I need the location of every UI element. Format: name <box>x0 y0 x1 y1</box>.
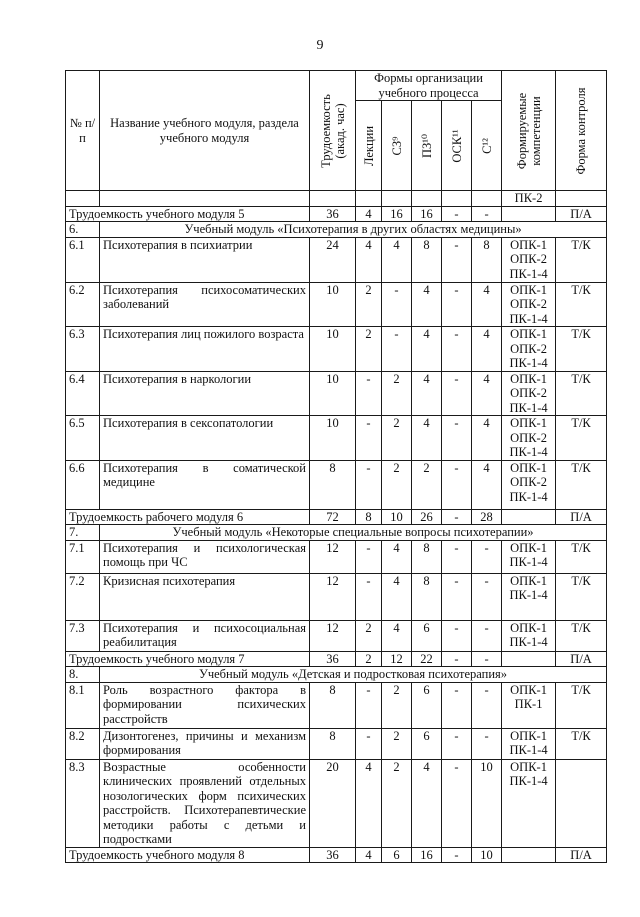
section-lec-cell: 2 <box>356 282 382 327</box>
section-labor-cell: 8 <box>310 728 356 759</box>
section-sz-cell: 2 <box>382 759 412 847</box>
section-osk-cell: - <box>442 327 472 372</box>
header-lectures-text: Лекции <box>361 125 376 166</box>
module-title: Учебный модуль «Психотерапия в других областях медицины» <box>100 222 607 238</box>
carry-row <box>66 191 607 207</box>
section-pz-cell: 6 <box>412 620 442 651</box>
total-osk-cell: - <box>442 509 472 525</box>
section-sz-cell: 4 <box>382 237 412 282</box>
section-osk-cell: - <box>442 682 472 728</box>
total-comp-cell <box>502 847 556 863</box>
section-pz-cell: 8 <box>412 540 442 573</box>
section-competences: ОПК-1 ОПК-2 ПК-1-4 <box>502 237 556 282</box>
header-num <box>66 71 100 191</box>
section-row <box>66 540 607 573</box>
empty-cell <box>556 191 607 207</box>
section-sz-cell: 2 <box>382 416 412 461</box>
total-pz-cell: 16 <box>412 206 442 222</box>
section-name: Психотерапия в соматической медицине <box>100 460 310 509</box>
module-number: 8. <box>66 667 100 683</box>
total-pz-cell: 22 <box>412 651 442 667</box>
section-osk-cell: - <box>442 728 472 759</box>
section-competences: ОПК-1 ПК-1-4 <box>502 620 556 651</box>
header-competences-text: Формируемые компетенции <box>514 92 543 169</box>
section-control: Т/К <box>556 573 607 620</box>
total-s-cell: 28 <box>472 509 502 525</box>
section-s-cell: 4 <box>472 460 502 509</box>
section-number: 8.2 <box>66 728 100 759</box>
section-lec-cell: - <box>356 540 382 573</box>
total-sz-cell: 10 <box>382 509 412 525</box>
section-competences: ОПК-1 ПК-1 <box>502 682 556 728</box>
total-s-cell: 10 <box>472 847 502 863</box>
section-number: 8.1 <box>66 682 100 728</box>
curriculum-table <box>65 70 607 863</box>
header-forms-group <box>356 71 502 101</box>
empty-cell <box>382 191 412 207</box>
section-s-cell: - <box>472 573 502 620</box>
section-labor-cell: 10 <box>310 327 356 372</box>
section-s-cell: - <box>472 620 502 651</box>
section-row <box>66 573 607 620</box>
section-name: Психотерапия в наркологии <box>100 371 310 416</box>
section-lec-cell: - <box>356 728 382 759</box>
total-comp-cell <box>502 206 556 222</box>
section-control: Т/К <box>556 327 607 372</box>
section-osk-cell: - <box>442 620 472 651</box>
section-control: Т/К <box>556 282 607 327</box>
section-competences: ОПК-1 ПК-1-4 <box>502 759 556 847</box>
section-s-cell: 4 <box>472 416 502 461</box>
header-osk-text: ОСК¹¹ <box>449 128 464 163</box>
section-s-cell: - <box>472 540 502 573</box>
module-total-row <box>66 847 607 863</box>
section-pz-cell: 4 <box>412 416 442 461</box>
module-total-label: Трудоемкость учебного модуля 7 <box>66 651 310 667</box>
total-sz-cell: 6 <box>382 847 412 863</box>
section-number: 6.6 <box>66 460 100 509</box>
section-labor-cell: 24 <box>310 237 356 282</box>
total-labor-cell: 36 <box>310 847 356 863</box>
header-lectures <box>356 101 382 191</box>
section-lec-cell: 2 <box>356 620 382 651</box>
section-pz-cell: 6 <box>412 682 442 728</box>
section-labor-cell: 10 <box>310 282 356 327</box>
section-s-cell: - <box>472 682 502 728</box>
section-name: Психотерапия психосоматических заболеваний <box>100 282 310 327</box>
section-sz-cell: 4 <box>382 540 412 573</box>
section-control: Т/К <box>556 728 607 759</box>
section-labor-cell: 12 <box>310 573 356 620</box>
section-number: 7.3 <box>66 620 100 651</box>
section-labor-cell: 8 <box>310 460 356 509</box>
module-total-row <box>66 206 607 222</box>
section-control: Т/К <box>556 237 607 282</box>
section-pz-cell: 4 <box>412 759 442 847</box>
module-total-label: Трудоемкость учебного модуля 8 <box>66 847 310 863</box>
section-sz-cell: 4 <box>382 573 412 620</box>
section-name: Роль возрастного фактора в формировании психических расстройств <box>100 682 310 728</box>
empty-cell <box>412 191 442 207</box>
empty-cell <box>310 191 356 207</box>
section-row <box>66 237 607 282</box>
total-lec-cell: 4 <box>356 206 382 222</box>
section-control: Т/К <box>556 540 607 573</box>
competence-cell: ПК-2 <box>502 191 556 207</box>
total-lec-cell: 8 <box>356 509 382 525</box>
section-osk-cell: - <box>442 573 472 620</box>
section-row <box>66 327 607 372</box>
empty-cell <box>100 191 310 207</box>
section-pz-cell: 4 <box>412 282 442 327</box>
section-number: 6.3 <box>66 327 100 372</box>
module-number: 6. <box>66 222 100 238</box>
section-control: Т/К <box>556 620 607 651</box>
header-s <box>472 101 502 191</box>
section-control <box>556 759 607 847</box>
header-sz-text: СЗ⁹ <box>389 136 404 155</box>
section-name: Кризисная психотерапия <box>100 573 310 620</box>
section-lec-cell: - <box>356 371 382 416</box>
section-labor-cell: 8 <box>310 682 356 728</box>
header-forms-group-text: Формы организации учебного процесса <box>374 71 483 100</box>
section-control: Т/К <box>556 371 607 416</box>
section-lec-cell: - <box>356 573 382 620</box>
module-total-row <box>66 509 607 525</box>
header-labor-text: Трудоемкость (акад. час) <box>318 93 347 168</box>
section-sz-cell: 2 <box>382 460 412 509</box>
section-pz-cell: 8 <box>412 573 442 620</box>
empty-cell <box>442 191 472 207</box>
header-competences <box>502 71 556 191</box>
header-labor <box>310 71 356 191</box>
total-lec-cell: 2 <box>356 651 382 667</box>
section-lec-cell: 2 <box>356 327 382 372</box>
section-row <box>66 282 607 327</box>
section-osk-cell: - <box>442 416 472 461</box>
total-sz-cell: 12 <box>382 651 412 667</box>
total-ctrl-cell: П/А <box>556 847 607 863</box>
header-name <box>100 71 310 191</box>
total-lec-cell: 4 <box>356 847 382 863</box>
header-control-text: Форма контроля <box>574 87 589 174</box>
section-lec-cell: - <box>356 682 382 728</box>
section-osk-cell: - <box>442 237 472 282</box>
section-row <box>66 416 607 461</box>
section-sz-cell: - <box>382 282 412 327</box>
section-number: 7.2 <box>66 573 100 620</box>
section-s-cell: 4 <box>472 371 502 416</box>
section-osk-cell: - <box>442 282 472 327</box>
section-lec-cell: 4 <box>356 237 382 282</box>
section-sz-cell: 4 <box>382 620 412 651</box>
section-pz-cell: 4 <box>412 327 442 372</box>
section-s-cell: 8 <box>472 237 502 282</box>
header-pz-text: ПЗ¹⁰ <box>419 133 434 158</box>
empty-cell <box>66 191 100 207</box>
section-control: Т/К <box>556 460 607 509</box>
section-osk-cell: - <box>442 759 472 847</box>
section-sz-cell: 2 <box>382 728 412 759</box>
header-s-text: С¹² <box>479 137 494 154</box>
section-control: Т/К <box>556 682 607 728</box>
total-labor-cell: 36 <box>310 651 356 667</box>
total-ctrl-cell: П/А <box>556 509 607 525</box>
total-pz-cell: 26 <box>412 509 442 525</box>
section-name: Возрастные особенности клинических проявлений отдельных нозологических форм психических расстройств. Психотерапевтические методики работы с детьми и подростками <box>100 759 310 847</box>
section-pz-cell: 8 <box>412 237 442 282</box>
total-ctrl-cell: П/А <box>556 206 607 222</box>
section-competences: ОПК-1 ОПК-2 ПК-1-4 <box>502 371 556 416</box>
section-osk-cell: - <box>442 460 472 509</box>
section-competences: ОПК-1 ОПК-2 ПК-1-4 <box>502 416 556 461</box>
section-number: 8.3 <box>66 759 100 847</box>
header-name-text: Название учебного модуля, раздела учебного модуля <box>110 116 299 145</box>
section-number: 7.1 <box>66 540 100 573</box>
total-osk-cell: - <box>442 847 472 863</box>
total-comp-cell <box>502 651 556 667</box>
section-sz-cell: 2 <box>382 371 412 416</box>
section-sz-cell: 2 <box>382 682 412 728</box>
empty-cell <box>472 191 502 207</box>
section-s-cell: 4 <box>472 282 502 327</box>
section-row <box>66 728 607 759</box>
section-row <box>66 759 607 847</box>
section-name: Психотерапия и психосоциальная реабилитация <box>100 620 310 651</box>
total-ctrl-cell: П/А <box>556 651 607 667</box>
section-lec-cell: 4 <box>356 759 382 847</box>
section-name: Дизонтогенез, причины и механизм формирования <box>100 728 310 759</box>
header-osk <box>442 101 472 191</box>
header-pz <box>412 101 442 191</box>
total-comp-cell <box>502 509 556 525</box>
section-pz-cell: 6 <box>412 728 442 759</box>
section-name: Психотерапия в сексопатологии <box>100 416 310 461</box>
section-competences: ОПК-1 ОПК-2 ПК-1-4 <box>502 460 556 509</box>
section-competences: ОПК-1 ПК-1-4 <box>502 573 556 620</box>
section-lec-cell: - <box>356 460 382 509</box>
section-labor-cell: 12 <box>310 540 356 573</box>
section-competences: ОПК-1 ОПК-2 ПК-1-4 <box>502 327 556 372</box>
section-s-cell: - <box>472 728 502 759</box>
module-title-row <box>66 525 607 541</box>
section-s-cell: 4 <box>472 327 502 372</box>
section-row <box>66 620 607 651</box>
header-sz <box>382 101 412 191</box>
section-number: 6.5 <box>66 416 100 461</box>
page-number: 9 <box>316 38 324 53</box>
module-total-row <box>66 651 607 667</box>
empty-cell <box>356 191 382 207</box>
section-number: 6.1 <box>66 237 100 282</box>
total-osk-cell: - <box>442 206 472 222</box>
section-lec-cell: - <box>356 416 382 461</box>
section-osk-cell: - <box>442 371 472 416</box>
section-s-cell: 10 <box>472 759 502 847</box>
section-competences: ОПК-1 ПК-1-4 <box>502 728 556 759</box>
section-row <box>66 682 607 728</box>
total-labor-cell: 36 <box>310 206 356 222</box>
total-osk-cell: - <box>442 651 472 667</box>
section-name: Психотерапия в психиатрии <box>100 237 310 282</box>
section-row <box>66 460 607 509</box>
total-pz-cell: 16 <box>412 847 442 863</box>
section-labor-cell: 12 <box>310 620 356 651</box>
module-total-label: Трудоемкость рабочего модуля 6 <box>66 509 310 525</box>
section-competences: ОПК-1 ПК-1-4 <box>502 540 556 573</box>
module-title-row <box>66 667 607 683</box>
module-title: Учебный модуль «Детская и подростковая психотерапия» <box>100 667 607 683</box>
section-competences: ОПК-1 ОПК-2 ПК-1-4 <box>502 282 556 327</box>
module-number: 7. <box>66 525 100 541</box>
section-row <box>66 371 607 416</box>
total-labor-cell: 72 <box>310 509 356 525</box>
header-row <box>66 71 607 101</box>
section-name: Психотерапия лиц пожилого возраста <box>100 327 310 372</box>
section-number: 6.4 <box>66 371 100 416</box>
module-title-row <box>66 222 607 238</box>
module-title: Учебный модуль «Некоторые специальные вопросы психотерапии» <box>100 525 607 541</box>
section-labor-cell: 20 <box>310 759 356 847</box>
section-labor-cell: 10 <box>310 371 356 416</box>
section-name: Психотерапия и психологическая помощь при ЧС <box>100 540 310 573</box>
section-labor-cell: 10 <box>310 416 356 461</box>
section-pz-cell: 4 <box>412 371 442 416</box>
section-pz-cell: 2 <box>412 460 442 509</box>
total-s-cell: - <box>472 206 502 222</box>
section-number: 6.2 <box>66 282 100 327</box>
header-num-text: № п/п <box>69 116 96 145</box>
section-control: Т/К <box>556 416 607 461</box>
header-control <box>556 71 607 191</box>
section-osk-cell: - <box>442 540 472 573</box>
module-total-label: Трудоемкость учебного модуля 5 <box>66 206 310 222</box>
total-s-cell: - <box>472 651 502 667</box>
total-sz-cell: 16 <box>382 206 412 222</box>
section-sz-cell: - <box>382 327 412 372</box>
